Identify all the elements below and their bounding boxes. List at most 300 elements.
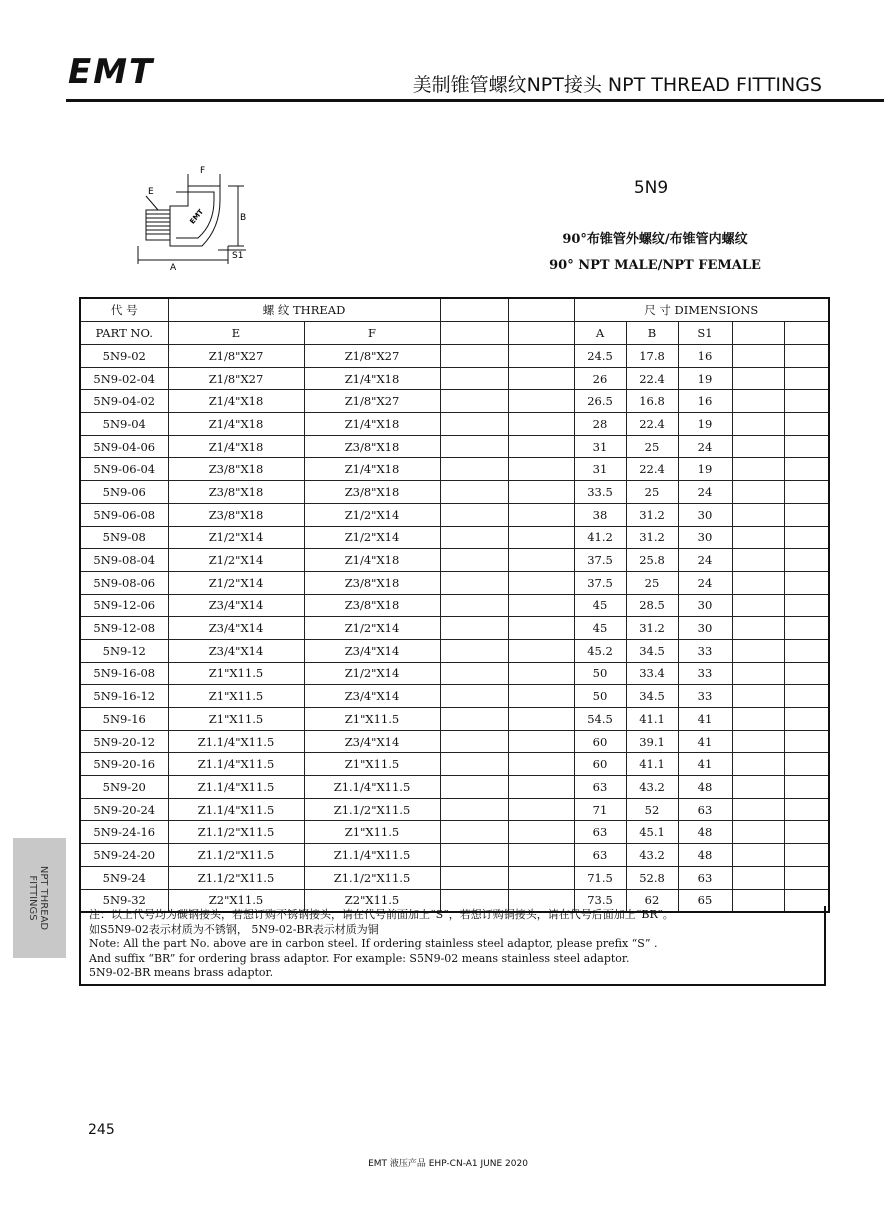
- thread-f-cell: Z1/2"X14: [304, 503, 440, 526]
- blank-cell: [508, 753, 574, 776]
- dim-a-cell: 71.5: [574, 866, 626, 889]
- blank-cell: [784, 503, 829, 526]
- thread-f-cell: Z1/2"X14: [304, 617, 440, 640]
- thread-e-cell: Z1/2"X14: [168, 571, 304, 594]
- dim-s1-cell: 24: [678, 435, 732, 458]
- dim-s1-cell: 33: [678, 662, 732, 685]
- blank-cell: [440, 821, 508, 844]
- part-no-cell: 5N9-20-16: [80, 753, 168, 776]
- blank-cell: [440, 549, 508, 572]
- blank-cell: [440, 662, 508, 685]
- part-no-cell: 5N9-06: [80, 481, 168, 504]
- blank-cell: [784, 526, 829, 549]
- part-no-cell: 5N9-04: [80, 413, 168, 436]
- blank-cell: [732, 526, 784, 549]
- thread-f-cell: Z3/4"X14: [304, 685, 440, 708]
- thread-f-cell: Z1/4"X18: [304, 367, 440, 390]
- table-row: [80, 367, 829, 390]
- dim-b-cell: 45.1: [626, 821, 678, 844]
- dim-b-cell: 39.1: [626, 730, 678, 753]
- label-e: E: [148, 187, 154, 197]
- part-no-cell: 5N9-12-06: [80, 594, 168, 617]
- header-dimensions: 尺 寸 DIMENSIONS: [574, 298, 829, 322]
- dim-a-cell: 45: [574, 594, 626, 617]
- blank-cell: [508, 821, 574, 844]
- blank-cell: [784, 798, 829, 821]
- dim-a-cell: 71: [574, 798, 626, 821]
- note-line-en-1: Note: All the part No. above are in carbon steel. If ordering stainless steel adaptor, please prefix “S” .: [89, 937, 658, 950]
- table-row: [80, 549, 829, 572]
- blank-cell: [508, 435, 574, 458]
- dim-b-cell: 41.1: [626, 708, 678, 731]
- dim-s1-cell: 24: [678, 571, 732, 594]
- blank-cell: [508, 390, 574, 413]
- thread-e-cell: Z2"X11.5: [168, 889, 304, 912]
- blank-cell: [784, 390, 829, 413]
- dim-s1-cell: 19: [678, 413, 732, 436]
- dim-s1-cell: 30: [678, 526, 732, 549]
- diagram-brand-mark: EMT: [188, 207, 206, 226]
- dim-b-cell: 33.4: [626, 662, 678, 685]
- blank-cell: [732, 503, 784, 526]
- dim-a-cell: 63: [574, 821, 626, 844]
- thread-f-cell: Z3/8"X18: [304, 594, 440, 617]
- blank-cell: [784, 639, 829, 662]
- thread-f-cell: Z1/4"X18: [304, 413, 440, 436]
- blank-cell: [732, 685, 784, 708]
- blank-cell: [440, 503, 508, 526]
- blank-cell: [784, 594, 829, 617]
- blank-cell: [440, 753, 508, 776]
- blank-cell: [508, 594, 574, 617]
- dim-s1-cell: 63: [678, 798, 732, 821]
- part-no-cell: 5N9-32: [80, 889, 168, 912]
- dim-s1-cell: 33: [678, 639, 732, 662]
- blank-cell: [440, 639, 508, 662]
- thread-f-cell: Z1"X11.5: [304, 821, 440, 844]
- thread-f-cell: Z1/8"X27: [304, 345, 440, 368]
- thread-e-cell: Z3/8"X18: [168, 503, 304, 526]
- blank-cell: [508, 413, 574, 436]
- dim-b-cell: 34.5: [626, 685, 678, 708]
- side-label-line-2: FITTINGS: [27, 875, 38, 921]
- part-no-cell: 5N9-16-12: [80, 685, 168, 708]
- thread-e-cell: Z3/4"X14: [168, 617, 304, 640]
- dim-b-cell: 22.4: [626, 413, 678, 436]
- dim-a-cell: 38: [574, 503, 626, 526]
- thread-e-cell: Z1/2"X14: [168, 526, 304, 549]
- dim-s1-cell: 65: [678, 889, 732, 912]
- product-description-cn: 90°布锥管外螺纹/布锥管内螺纹: [562, 232, 748, 247]
- part-no-cell: 5N9-04-06: [80, 435, 168, 458]
- part-no-cell: 5N9-12-08: [80, 617, 168, 640]
- blank-cell: [440, 413, 508, 436]
- part-no-cell: 5N9-06-04: [80, 458, 168, 481]
- product-code: 5N9: [633, 178, 669, 198]
- table-body: [80, 345, 829, 913]
- thread-f-cell: Z1/2"X14: [304, 662, 440, 685]
- thread-e-cell: Z1.1/2"X11.5: [168, 866, 304, 889]
- dim-s1-cell: 41: [678, 730, 732, 753]
- dim-a-cell: 50: [574, 662, 626, 685]
- dim-a-cell: 73.5: [574, 889, 626, 912]
- table-row: [80, 435, 829, 458]
- thread-f-cell: Z1.1/4"X11.5: [304, 844, 440, 867]
- dim-b-cell: 22.4: [626, 458, 678, 481]
- table-row: [80, 753, 829, 776]
- blank-cell: [732, 639, 784, 662]
- part-no-cell: 5N9-20-12: [80, 730, 168, 753]
- blank-cell: [784, 685, 829, 708]
- blank-cell: [784, 367, 829, 390]
- blank-cell: [508, 639, 574, 662]
- blank-cell: [732, 776, 784, 799]
- part-no-cell: 5N9-08-06: [80, 571, 168, 594]
- part-no-cell: 5N9-16-08: [80, 662, 168, 685]
- dim-s1-cell: 16: [678, 390, 732, 413]
- blank-cell: [732, 390, 784, 413]
- dim-b-cell: 28.5: [626, 594, 678, 617]
- part-no-cell: 5N9-24: [80, 866, 168, 889]
- page-footer: EMT 液压产品 EHP-CN-A1 JUNE 2020: [368, 1159, 528, 1169]
- blank-cell: [732, 435, 784, 458]
- note-line-en-3: 5N9-02-BR means brass adaptor.: [89, 966, 274, 979]
- thread-e-cell: Z3/8"X18: [168, 481, 304, 504]
- blank-cell: [440, 685, 508, 708]
- dim-b-cell: 41.1: [626, 753, 678, 776]
- label-f: F: [200, 166, 206, 176]
- blank-cell: [784, 776, 829, 799]
- thread-e-cell: Z1.1/4"X11.5: [168, 776, 304, 799]
- blank-cell: [784, 571, 829, 594]
- blank-cell: [784, 481, 829, 504]
- part-no-cell: 5N9-20: [80, 776, 168, 799]
- blank-cell: [440, 776, 508, 799]
- table-row: [80, 390, 829, 413]
- blank-cell: [440, 458, 508, 481]
- dim-s1-cell: 48: [678, 844, 732, 867]
- blank-cell: [440, 481, 508, 504]
- blank-cell: [440, 390, 508, 413]
- blank-cell: [508, 458, 574, 481]
- blank-cell: [732, 753, 784, 776]
- thread-e-cell: Z1.1/2"X11.5: [168, 821, 304, 844]
- dim-s1-cell: 48: [678, 776, 732, 799]
- blank-cell: [784, 730, 829, 753]
- dim-b-cell: 31.2: [626, 617, 678, 640]
- table-row: [80, 798, 829, 821]
- dim-a-cell: 37.5: [574, 571, 626, 594]
- dim-a-cell: 63: [574, 844, 626, 867]
- dim-b-cell: 62: [626, 889, 678, 912]
- thread-f-cell: Z3/4"X14: [304, 730, 440, 753]
- part-no-cell: 5N9-20-24: [80, 798, 168, 821]
- blank-cell: [508, 776, 574, 799]
- blank-cell: [732, 708, 784, 731]
- header-s1: S1: [678, 322, 732, 345]
- dim-b-cell: 25: [626, 571, 678, 594]
- blank-cell: [784, 753, 829, 776]
- part-no-cell: 5N9-12: [80, 639, 168, 662]
- fitting-diagram: [128, 166, 252, 274]
- part-no-cell: 5N9-08-04: [80, 549, 168, 572]
- dim-a-cell: 26.5: [574, 390, 626, 413]
- dim-a-cell: 41.2: [574, 526, 626, 549]
- blank-cell: [784, 821, 829, 844]
- label-s1: S1: [232, 251, 244, 261]
- blank-cell: [508, 708, 574, 731]
- part-no-cell: 5N9-08: [80, 526, 168, 549]
- table-row: [80, 413, 829, 436]
- blank-cell: [508, 481, 574, 504]
- table-row: [80, 503, 829, 526]
- spec-table: [79, 297, 830, 913]
- thread-f-cell: Z1.1/2"X11.5: [304, 798, 440, 821]
- dim-b-cell: 16.8: [626, 390, 678, 413]
- blank-cell: [440, 435, 508, 458]
- dim-s1-cell: 24: [678, 549, 732, 572]
- table-row: [80, 685, 829, 708]
- table-row: [80, 526, 829, 549]
- blank-cell: [732, 367, 784, 390]
- header-b: B: [626, 322, 678, 345]
- blank-cell: [732, 821, 784, 844]
- thread-f-cell: Z1"X11.5: [304, 708, 440, 731]
- blank-cell: [440, 594, 508, 617]
- dim-a-cell: 50: [574, 685, 626, 708]
- thread-f-cell: Z3/8"X18: [304, 435, 440, 458]
- page-number: 245: [88, 1122, 115, 1138]
- page-header-title: 美制锥管螺纹NPT接头 NPT THREAD FITTINGS: [412, 74, 822, 96]
- blank-cell: [784, 458, 829, 481]
- blank-cell: [508, 503, 574, 526]
- dim-b-cell: 17.8: [626, 345, 678, 368]
- table-header-row-2: [80, 322, 829, 345]
- dim-a-cell: 31: [574, 458, 626, 481]
- blank-cell: [508, 345, 574, 368]
- dim-a-cell: 60: [574, 730, 626, 753]
- blank-cell: [440, 730, 508, 753]
- blank-cell: [732, 798, 784, 821]
- dim-s1-cell: 19: [678, 458, 732, 481]
- table-row: [80, 345, 829, 368]
- table-row: [80, 866, 829, 889]
- blank-cell: [732, 549, 784, 572]
- thread-f-cell: Z1/8"X27: [304, 390, 440, 413]
- thread-e-cell: Z1/4"X18: [168, 413, 304, 436]
- dim-b-cell: 31.2: [626, 503, 678, 526]
- dim-a-cell: 54.5: [574, 708, 626, 731]
- thread-f-cell: Z1/4"X18: [304, 458, 440, 481]
- dim-s1-cell: 41: [678, 708, 732, 731]
- blank-cell: [732, 571, 784, 594]
- blank-cell: [508, 549, 574, 572]
- blank-cell: [732, 844, 784, 867]
- thread-e-cell: Z3/8"X18: [168, 458, 304, 481]
- blank-cell: [732, 481, 784, 504]
- table-row: [80, 662, 829, 685]
- header-a: A: [574, 322, 626, 345]
- table-row: [80, 639, 829, 662]
- part-no-cell: 5N9-04-02: [80, 390, 168, 413]
- dim-s1-cell: 19: [678, 367, 732, 390]
- dim-s1-cell: 16: [678, 345, 732, 368]
- table-row: [80, 821, 829, 844]
- thread-f-cell: Z2"X11.5: [304, 889, 440, 912]
- product-description-en: 90° NPT MALE/NPT FEMALE: [549, 258, 761, 273]
- blank-cell: [784, 617, 829, 640]
- thread-e-cell: Z1.1/2"X11.5: [168, 844, 304, 867]
- note-line-cn-2: 如S5N9-02表示材质为不锈钢， 5N9-02-BR表示材质为铜: [89, 922, 379, 936]
- thread-e-cell: Z1.1/4"X11.5: [168, 730, 304, 753]
- part-no-cell: 5N9-02: [80, 345, 168, 368]
- part-no-cell: 5N9-16: [80, 708, 168, 731]
- blank-cell: [732, 594, 784, 617]
- blank-cell: [508, 866, 574, 889]
- header-divider: [66, 99, 884, 102]
- dim-s1-cell: 30: [678, 617, 732, 640]
- blank-cell: [784, 549, 829, 572]
- blank-cell: [440, 798, 508, 821]
- dim-a-cell: 31: [574, 435, 626, 458]
- dim-b-cell: 22.4: [626, 367, 678, 390]
- thread-f-cell: Z3/4"X14: [304, 639, 440, 662]
- thread-f-cell: Z1.1/4"X11.5: [304, 776, 440, 799]
- dim-a-cell: 33.5: [574, 481, 626, 504]
- part-no-cell: 5N9-06-08: [80, 503, 168, 526]
- blank-cell: [508, 571, 574, 594]
- table-row: [80, 617, 829, 640]
- header-f: F: [304, 322, 440, 345]
- table-row: [80, 730, 829, 753]
- dim-s1-cell: 24: [678, 481, 732, 504]
- blank-cell: [440, 866, 508, 889]
- blank-cell: [508, 526, 574, 549]
- note-line-en-2: And suffix “BR” for ordering brass adaptor. For example: S5N9-02 means stainless steel adaptor.: [89, 951, 630, 965]
- blank-cell: [732, 413, 784, 436]
- blank-cell: [784, 844, 829, 867]
- blank-cell: [784, 435, 829, 458]
- dim-b-cell: 52: [626, 798, 678, 821]
- blank-cell: [508, 844, 574, 867]
- thread-f-cell: Z1"X11.5: [304, 753, 440, 776]
- thread-e-cell: Z3/4"X14: [168, 594, 304, 617]
- table-header-row-1: [80, 298, 829, 322]
- thread-e-cell: Z1.1/4"X11.5: [168, 798, 304, 821]
- header-part-no: PART NO.: [80, 322, 168, 345]
- dim-a-cell: 45.2: [574, 639, 626, 662]
- thread-e-cell: Z1"X11.5: [168, 708, 304, 731]
- dim-b-cell: 31.2: [626, 526, 678, 549]
- blank-cell: [732, 458, 784, 481]
- thread-e-cell: Z1"X11.5: [168, 662, 304, 685]
- table-row: [80, 776, 829, 799]
- dim-a-cell: 26: [574, 367, 626, 390]
- dim-s1-cell: 48: [678, 821, 732, 844]
- blank-cell: [508, 662, 574, 685]
- dim-b-cell: 52.8: [626, 866, 678, 889]
- side-section-label: [27, 866, 49, 930]
- table-row: [80, 571, 829, 594]
- blank-cell: [732, 345, 784, 368]
- dim-s1-cell: 41: [678, 753, 732, 776]
- note-line-cn-1: 注：以上代号均为碳钢接头，若想订购不锈钢接头，请在代号前面加上“S”，若想订购铜接头，请在代号后面加上“BR”。: [89, 908, 674, 921]
- part-no-cell: 5N9-02-04: [80, 367, 168, 390]
- blank-cell: [732, 866, 784, 889]
- blank-cell: [440, 844, 508, 867]
- table-row: [80, 594, 829, 617]
- blank-cell: [784, 662, 829, 685]
- blank-cell: [440, 571, 508, 594]
- dim-a-cell: 28: [574, 413, 626, 436]
- dim-b-cell: 43.2: [626, 844, 678, 867]
- side-label-line-1: NPT THREAD: [38, 865, 49, 931]
- blank-cell: [732, 617, 784, 640]
- dim-s1-cell: 30: [678, 594, 732, 617]
- header-thread: 螺 纹 THREAD: [168, 298, 440, 322]
- thread-f-cell: Z1/4"X18: [304, 549, 440, 572]
- thread-e-cell: Z1/2"X14: [168, 549, 304, 572]
- dim-s1-cell: 33: [678, 685, 732, 708]
- dim-b-cell: 25: [626, 481, 678, 504]
- header-e: E: [168, 322, 304, 345]
- blank-cell: [784, 866, 829, 889]
- thread-f-cell: Z3/8"X18: [304, 571, 440, 594]
- blank-cell: [732, 662, 784, 685]
- table-row: [80, 844, 829, 867]
- dim-b-cell: 25: [626, 435, 678, 458]
- thread-f-cell: Z1.1/2"X11.5: [304, 866, 440, 889]
- dim-a-cell: 60: [574, 753, 626, 776]
- thread-e-cell: Z1/4"X18: [168, 435, 304, 458]
- dim-a-cell: 37.5: [574, 549, 626, 572]
- part-no-cell: 5N9-24-16: [80, 821, 168, 844]
- dim-a-cell: 24.5: [574, 345, 626, 368]
- blank-cell: [732, 730, 784, 753]
- header-code: 代 号: [80, 298, 168, 322]
- blank-cell: [508, 367, 574, 390]
- blank-cell: [508, 730, 574, 753]
- dim-b-cell: 34.5: [626, 639, 678, 662]
- notes-box: [79, 906, 826, 986]
- blank-cell: [440, 345, 508, 368]
- table-row: [80, 708, 829, 731]
- table-row: [80, 481, 829, 504]
- blank-cell: [440, 617, 508, 640]
- dim-s1-cell: 63: [678, 866, 732, 889]
- label-b: B: [240, 213, 247, 223]
- blank-cell: [508, 617, 574, 640]
- thread-f-cell: Z3/8"X18: [304, 481, 440, 504]
- blank-cell: [508, 798, 574, 821]
- thread-e-cell: Z1/8"X27: [168, 345, 304, 368]
- dim-b-cell: 25.8: [626, 549, 678, 572]
- part-no-cell: 5N9-24-20: [80, 844, 168, 867]
- dim-b-cell: 43.2: [626, 776, 678, 799]
- thread-f-cell: Z1/2"X14: [304, 526, 440, 549]
- blank-cell: [784, 345, 829, 368]
- table-row: [80, 458, 829, 481]
- blank-cell: [440, 367, 508, 390]
- dim-s1-cell: 30: [678, 503, 732, 526]
- dim-a-cell: 45: [574, 617, 626, 640]
- brand-logo: EMT: [68, 52, 155, 92]
- dim-a-cell: 63: [574, 776, 626, 799]
- label-a: A: [170, 263, 177, 273]
- thread-e-cell: Z1/8"X27: [168, 367, 304, 390]
- blank-cell: [440, 708, 508, 731]
- blank-cell: [508, 685, 574, 708]
